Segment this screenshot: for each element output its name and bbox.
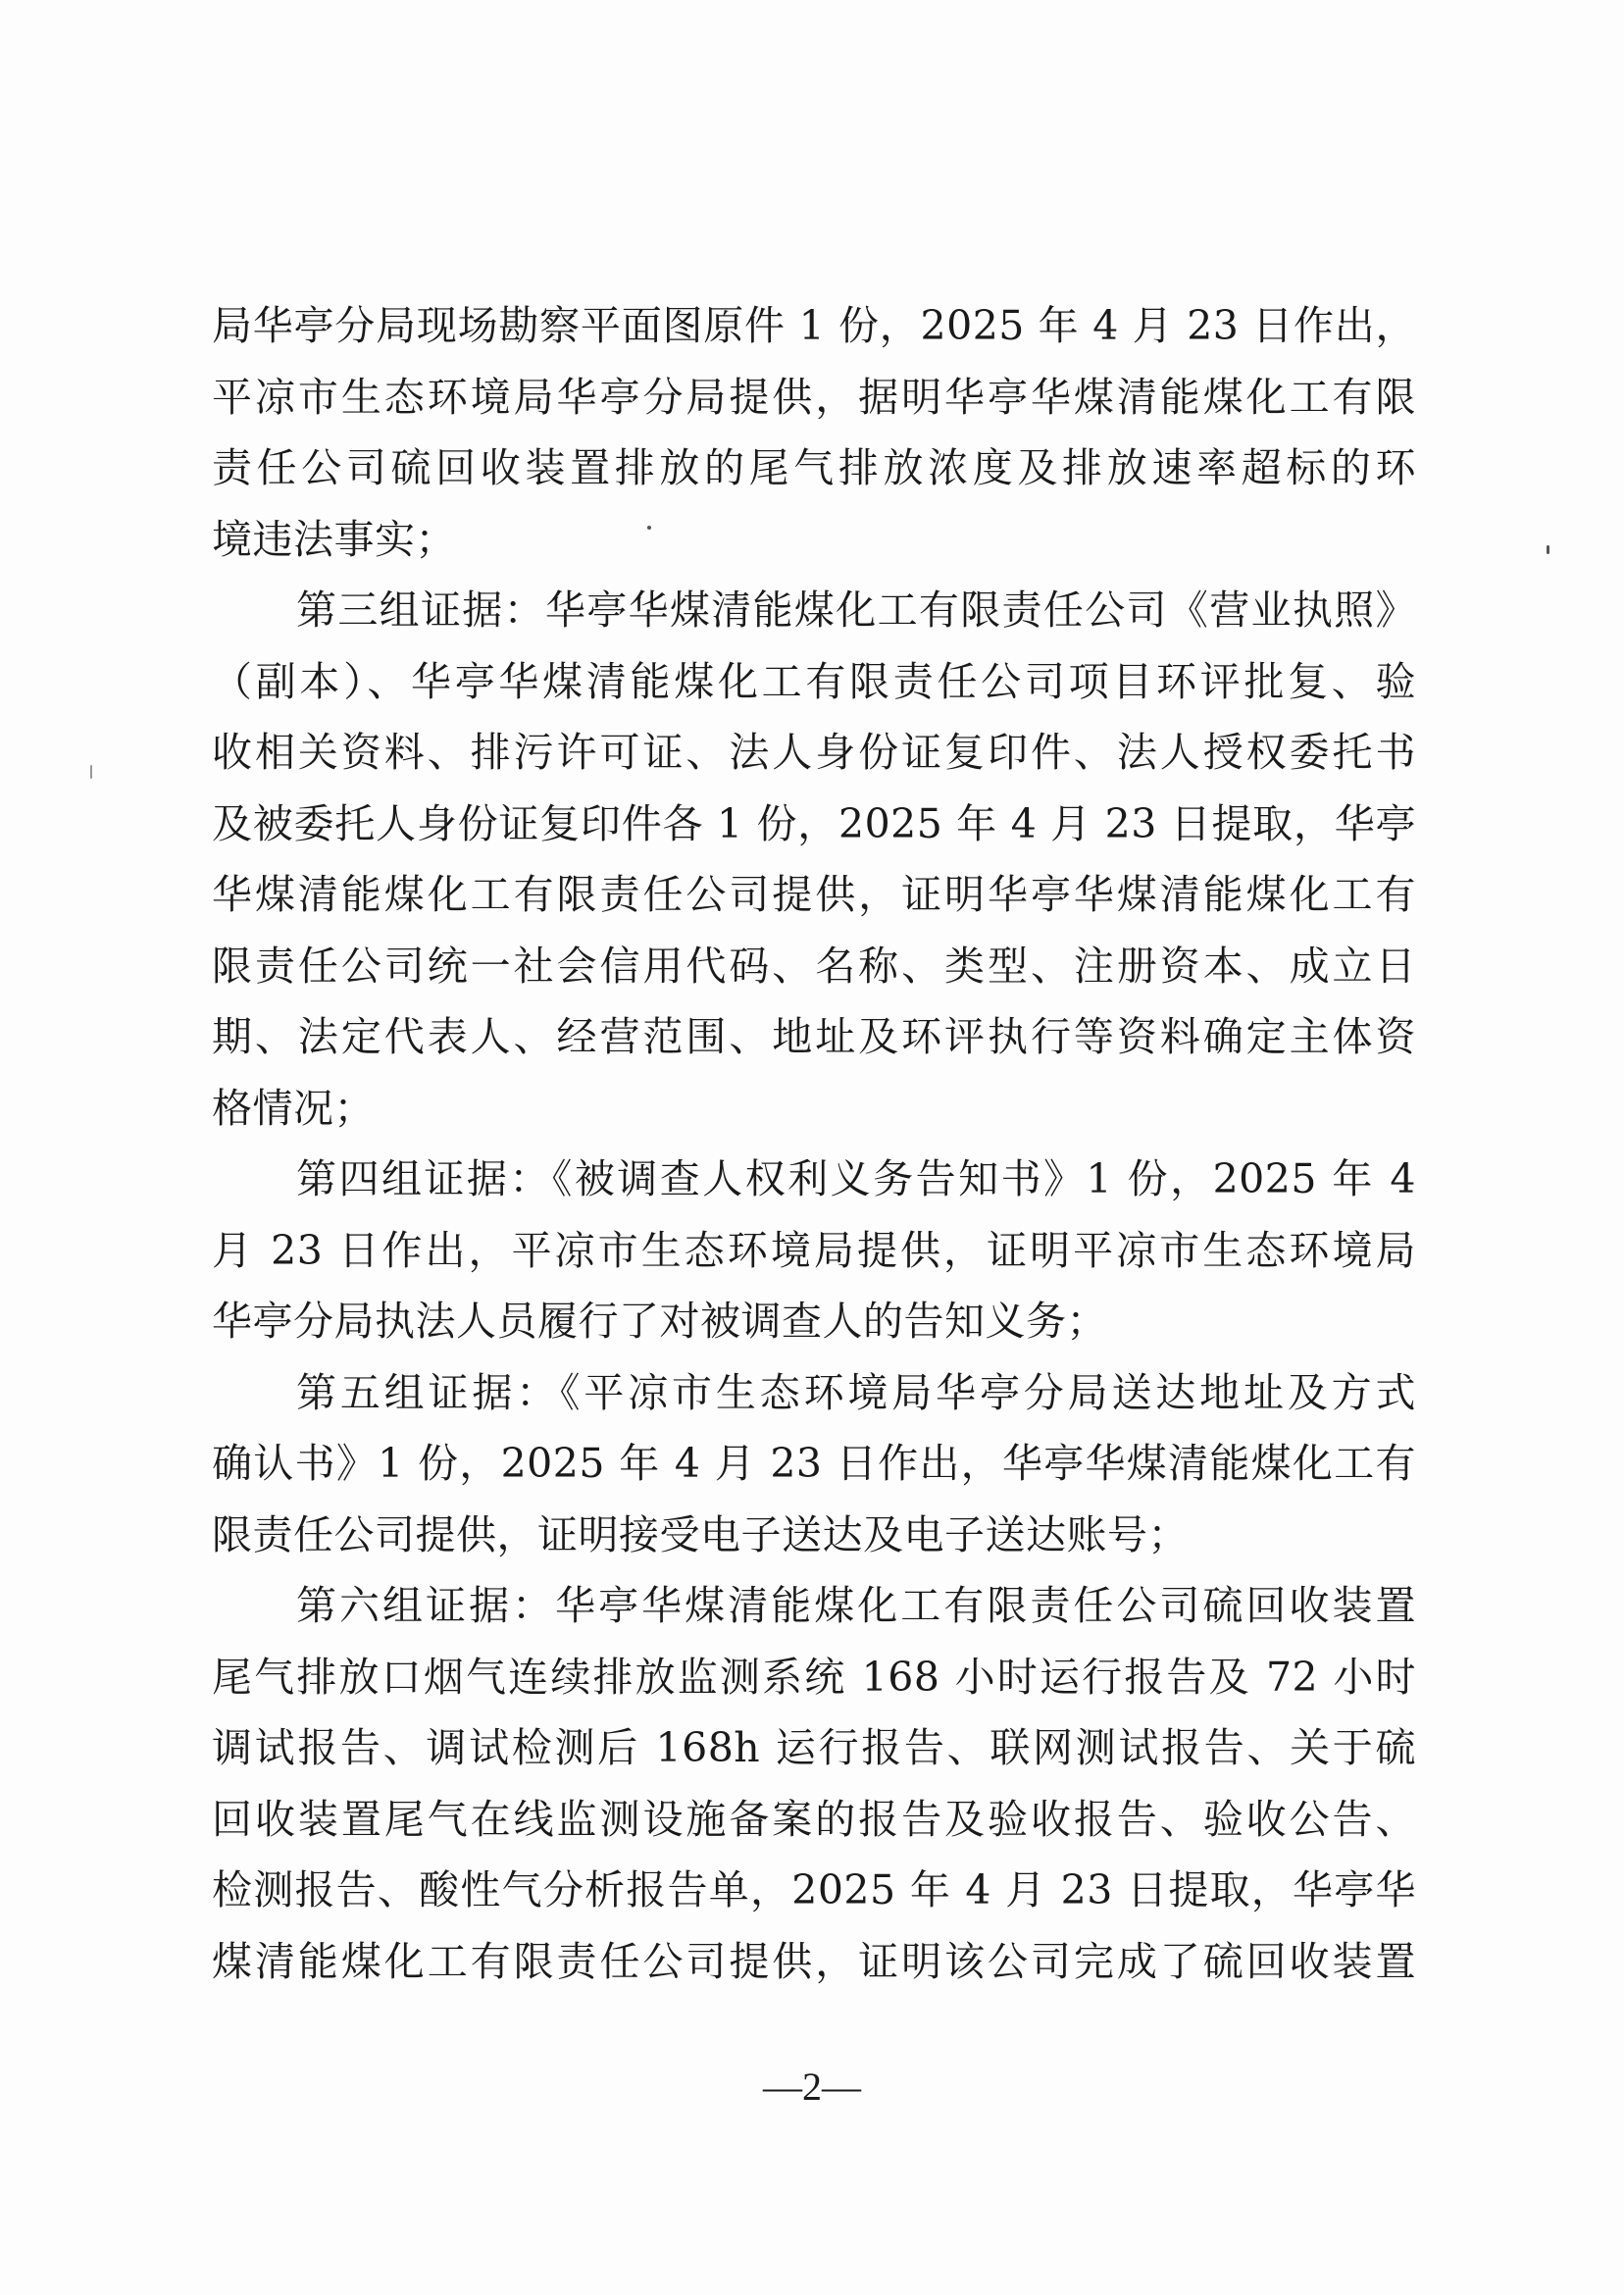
scan-speck <box>1547 545 1549 554</box>
text-line: 月 23 日作出，平凉市生态环境局提供，证明平凉市生态环境局 <box>212 1226 1416 1274</box>
scan-speck <box>90 765 92 779</box>
paragraph <box>212 1144 1416 1357</box>
paragraph <box>212 1357 1416 1571</box>
text-line: 及被委托人身份证复印件各 1 份，2025 年 4 月 23 日提取，华亭 <box>212 799 1416 847</box>
body-text <box>212 290 1416 1997</box>
text-line: 调试报告、调试检测后 168h 运行报告、联网测试报告、关于硫 <box>212 1724 1416 1771</box>
text-line: 检测报告、酸性气分析报告单，2025 年 4 月 23 日提取，华亭华 <box>212 1866 1416 1913</box>
scan-speck <box>647 526 651 530</box>
text-line: 第三组证据：华亭华煤清能煤化工有限责任公司《营业执照》 <box>296 586 1416 634</box>
text-line: 第四组证据：《被调查人权利义务告知书》1 份，2025 年 4 <box>296 1155 1416 1202</box>
text-line: 第五组证据：《平凉市生态环境局华亭分局送达地址及方式 <box>296 1368 1416 1416</box>
text-line: 尾气排放口烟气连续排放监测系统 168 小时运行报告及 72 小时 <box>212 1653 1416 1701</box>
paragraph <box>212 1570 1416 1997</box>
text-line: 华亭分局执法人员履行了对被调查人的告知义务； <box>212 1298 1107 1345</box>
text-line: 确认书》1 份，2025 年 4 月 23 日作出，华亭华煤清能煤化工有 <box>212 1440 1416 1487</box>
text-line: 华煤清能煤化工有限责任公司提供，证明华亭华煤清能煤化工有 <box>212 871 1416 918</box>
text-line: 平凉市生态环境局华亭分局提供，据明华亭华煤清能煤化工有限 <box>212 373 1416 421</box>
text-line: 收相关资料、排污许可证、法人身份证复印件、法人授权委托书 <box>212 729 1416 776</box>
text-line: 第六组证据：华亭华煤清能煤化工有限责任公司硫回收装置 <box>296 1582 1416 1629</box>
page-number: —2— <box>763 2065 861 2109</box>
text-line: 限责任公司提供，证明接受电子送达及电子送达账号； <box>212 1510 1189 1558</box>
text-line: 期、法定代表人、经营范围、地址及环评执行等资料确定主体资 <box>212 1013 1416 1060</box>
text-line: 限责任公司统一社会信用代码、名称、类型、注册资本、成立日 <box>212 942 1416 990</box>
text-line: 境违法事实； <box>212 515 456 563</box>
text-line: 回收装置尾气在线监测设施备案的报告及验收报告、验收公告、 <box>212 1795 1416 1843</box>
text-line: 责任公司硫回收装置排放的尾气排放浓度及排放速率超标的环 <box>212 444 1416 491</box>
paragraph <box>212 290 1416 575</box>
text-line: 局华亭分局现场勘察平面图原件 1 份，2025 年 4 月 23 日作出， <box>212 302 1416 349</box>
text-line: 煤清能煤化工有限责任公司提供，证明该公司完成了硫回收装置 <box>212 1937 1416 1985</box>
paragraph <box>212 575 1416 1144</box>
text-line: 格情况； <box>212 1084 375 1132</box>
text-line: （副本）、华亭华煤清能煤化工有限责任公司项目环评批复、验 <box>212 657 1416 705</box>
